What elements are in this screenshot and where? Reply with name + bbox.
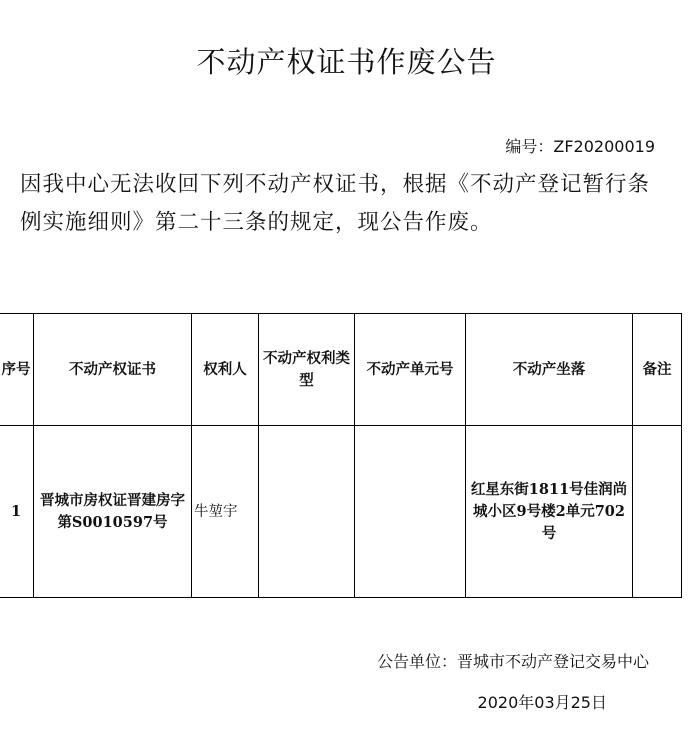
- cell-remark: [633, 426, 682, 598]
- page-title: 不动产权证书作废公告: [196, 45, 497, 79]
- cell-right-type: [259, 426, 355, 598]
- header-seq: 序号: [0, 314, 34, 426]
- cell-seq: 1: [0, 426, 34, 598]
- issuing-unit: 公告单位：晋城市不动产登记交易中心: [376, 652, 649, 671]
- announcement-paragraph: 因我中心无法收回下列不动产权证书，根据《不动产登记暂行条例实施细则》第二十三条的规定，现公告作废。: [20, 172, 651, 235]
- cell-certificate: 晋城市房权证晋建房字第S0010597号: [34, 426, 192, 598]
- header-right-type: 不动产权利类型: [259, 314, 355, 426]
- header-remark: 备注: [633, 314, 682, 426]
- cell-unit-no: [355, 426, 466, 598]
- cell-location: 红星东街1811号佳润尚城小区9号楼2单元702号: [466, 426, 633, 598]
- table-row: [0, 426, 682, 598]
- announcement-date: 2020年03月25日: [477, 693, 607, 712]
- header-owner: 权利人: [192, 314, 259, 426]
- cell-owner: 牛堃宇: [192, 426, 259, 598]
- table-header-row: [0, 314, 682, 426]
- header-certificate: 不动产权证书: [34, 314, 192, 426]
- header-unit-no: 不动产单元号: [355, 314, 466, 426]
- document-number: 编号：ZF20200019: [505, 137, 655, 156]
- certificate-table: [0, 313, 682, 598]
- header-location: 不动产坐落: [466, 314, 633, 426]
